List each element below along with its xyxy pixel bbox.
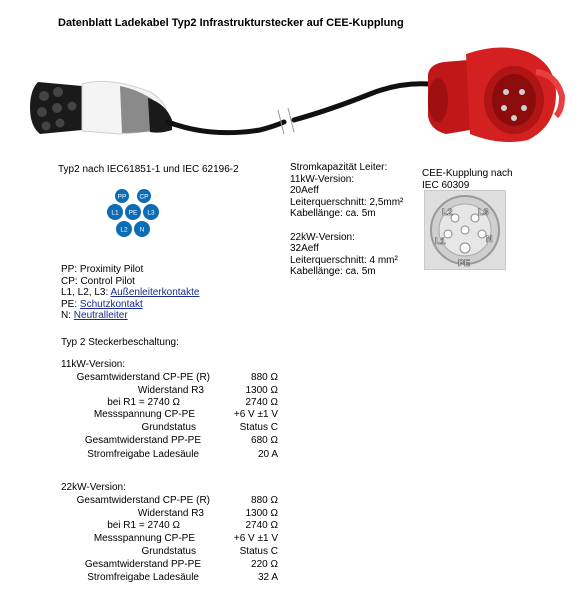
capacity-11kw-label: 11kW-Version: [290,173,355,185]
cee-coupling-image [428,47,562,142]
cee-pin-label: N [486,234,493,244]
legend-pe [61,299,199,311]
pin-label: L2 [120,226,128,234]
table-row-value: 880 Ω [251,495,278,506]
capacity-11kw-current: 20Aeff [290,185,319,196]
cee-pin-label: L1 [435,236,446,246]
pin-label: L1 [111,209,119,217]
cee-caption-line2: IEC 60309 [422,179,470,191]
pin-label: L3 [147,209,155,217]
table-row-label: bei R1 = 2740 Ω [107,520,180,531]
legend-l [61,287,199,299]
cee-caption-line1: CEE-Kupplung nach [422,168,513,179]
capacity-22kw-label: 22kW-Version: [290,231,355,243]
table-row-value: +6 V ±1 V [233,409,278,420]
table-row-label: Grundstatus [141,422,196,433]
wiring-heading: Typ 2 Steckerbeschaltung: [61,337,179,348]
cee-pin-label: L2 [442,207,453,217]
table-row-value: 880 Ω [251,372,278,383]
pin-label: N [139,226,145,234]
table-row-label: Stromfreigabe Ladesäule [87,572,199,583]
capacity-22kw-current: 32Aeff [290,243,319,254]
legend-l-link[interactable]: Außenleiterkontakte [110,287,200,298]
table-row-value: Status C [239,546,278,557]
cable-left [168,122,284,133]
type2-pin-diagram [100,184,166,242]
table-row-value: 1300 Ω [245,508,278,519]
page-title: Datenblatt Ladekabel Typ2 Infrastrukturstecker auf CEE-Kupplung [58,17,404,29]
table-22kw-label: 22kW-Version: [61,482,126,493]
capacity-11kw-length: Kabellänge: ca. 5m [290,208,376,219]
table-11kw-label: 11kW-Version: [61,359,126,370]
table-row-label: Gesamtwiderstand PP-PE [84,435,201,446]
table-row-value: 680 Ω [251,435,278,446]
table-row-label: Widerstand R3 [137,385,204,396]
table-row-label: Widerstand R3 [137,508,204,519]
legend-l-prefix: L1, L2, L3: [61,287,111,298]
table-row-value: 2740 Ω [245,397,278,408]
table-row-value: 1300 Ω [245,385,278,396]
cee-socket-image [424,190,506,270]
table-row-value: 220 Ω [251,559,278,570]
legend-cp: CP: Control Pilot [61,275,135,287]
capacity-block [290,162,403,278]
legend-pe-link[interactable]: Schutzkontakt [79,298,143,310]
legend-pp: PP: Proximity Pilot [61,264,144,275]
cable-illustration [0,30,581,160]
pin-legend [61,264,199,322]
legend-n-link[interactable]: Neutralleiter [73,310,128,321]
cee-pin-label: PE [458,258,471,268]
capacity-heading: Stromkapazität Leiter: [290,162,388,173]
type2-caption: Typ2 nach IEC61851-1 und IEC 62196-2 [58,164,239,175]
table-row-value: Status C [239,422,278,433]
pin-label: CP [139,193,149,201]
table-row-label: Gesamtwiderstand CP-PE (R) [76,495,210,506]
cee-caption [422,168,513,191]
table-row-label: Messspannung CP-PE [93,409,195,420]
cable-right [294,84,430,120]
table-row-label: Messspannung CP-PE [93,533,195,544]
capacity-22kw-cross-section: Leiterquerschnitt: 4 mm² [290,254,398,266]
capacity-11kw-cross-section: Leiterquerschnitt: 2,5mm² [290,196,404,208]
capacity-22kw-length: Kabellänge: ca. 5m [290,266,376,277]
table-row-label: Gesamtwiderstand PP-PE [84,559,201,570]
table-row-value: 2740 Ω [245,520,278,531]
table-row-label: Gesamtwiderstand CP-PE (R) [76,372,210,383]
table-row-label: bei R1 = 2740 Ω [107,397,180,408]
pin-label: PE [128,209,138,217]
table-row-value: 20 A [257,449,278,460]
table-row-value: 32 A [257,572,278,583]
legend-n [61,310,199,322]
table-row-label: Grundstatus [141,546,196,557]
table-row-label: Stromfreigabe Ladesäule [87,449,199,460]
table-row-value: +6 V ±1 V [233,533,278,544]
pin-label: PP [117,193,127,201]
cee-pin-label: L3 [478,207,489,217]
legend-n-prefix: N: [61,310,74,321]
legend-pe-prefix: PE: [61,298,80,310]
